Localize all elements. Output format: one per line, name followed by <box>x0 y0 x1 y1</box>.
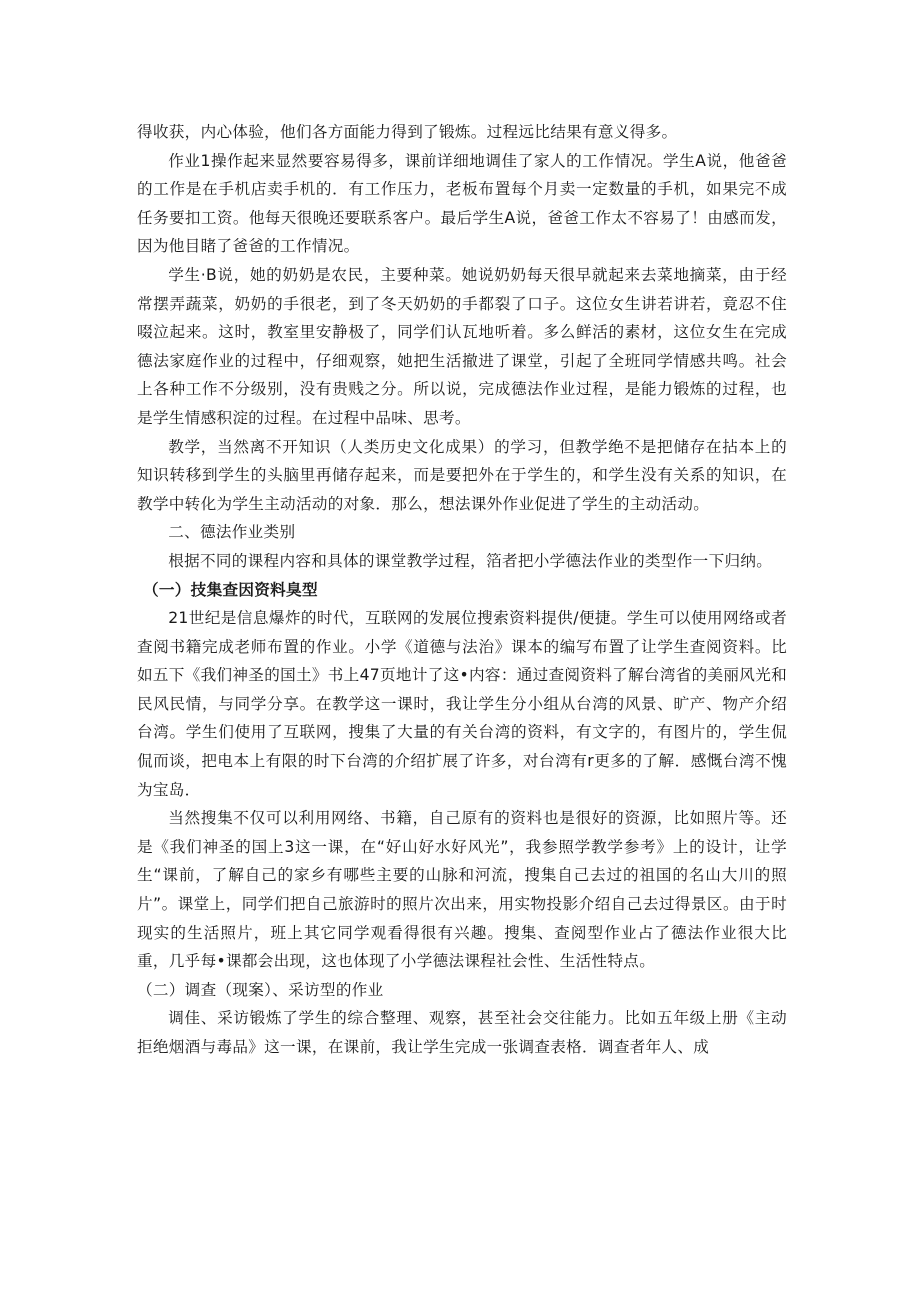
paragraph-survey: 调佳、采访锻炼了学生的综合整理、观察，甚至社会交往能力。比如五年级上册《主动拒绝烟酒与毒品》这一课，在课前，我让学生完成一张调查表格．调查者年人、成 <box>137 1009 787 1056</box>
paragraph-photos: 当然搜集不仅可以利用网络、书籍，自己原有的资料也是很好的资源，比如照片等。还是《我们神圣的国上3这一课，在“好山好水好风光”，我参照学教学参考》上的设计，让学生“课前，了解自己的家乡有哪些主要的山脉和河流，搜集自己去过的祖国的名山大川的照片”。课堂上，同学们把自己旅游时的照片次出来，用实物投影介绍自己去过得景区。由于时现实的生活照片，班上其它同学观看得很有兴趣。搜集、查阅型作业占了德法作业很大比重，几乎每•课都会出现，这也体现了小学德法课程社会性、生活性特点。 <box>137 809 787 971</box>
paragraph-continuation: 得收获，内心体验，他们各方面能力得到了锻炼。过程远比结果有意义得多。 <box>137 123 678 141</box>
subsection-heading-survey: （二）调查（现案）、采访型的作业 <box>137 980 384 999</box>
document-body <box>137 118 787 1062</box>
paragraph-student-b: 学生·B说，她的奶奶是农民，主要种菜。她说奶奶每天很早就起来去菜地摘菜，由于经常摆弄蔬菜，奶奶的手很老，到了冬天奶奶的手都裂了口子。这位女生讲若讲若，竟忍不住啜泣起来。这时，教室里安静极了，同学们认瓦地听着。多么鲜活的素材，这位女生在完成德法家庭作业的过程中，仔细观察，她把生活撤进了课堂，引起了全班同学情感共鸣。社会上各种工作不分级别，没有贵贱之分。所以说，完成德法作业过程，是能力锻炼的过程，也是学生情感积淀的过程。在过程中品味、思考。 <box>137 265 787 427</box>
paragraph-homework-1: 作业1操作起来显然要容易得多，课前详细地调佳了家人的工作情况。学生A说，他爸爸的工作是在手机店卖手机的．有工作压力，老板布置每个月卖一定数量的手机，如果完不成任务要扣工资。他每天很晚还要联系客户。最后学生A说，爸爸工作太不容易了！由感而发，因为他目睹了爸爸的工作情况。 <box>137 151 787 256</box>
paragraph-information-age: 21世纪是信息爆炸的时代，互联网的发展位搜索资料提供/便捷。学生可以使用网络或者查阅书籍完成老师布置的作业。小学《道德与法治》课本的编写布置了让学生查阅资料。比如五下《我们神圣的国土》书上47页地计了这•内容：通过查阅资料了解台湾省的美丽风光和民风民情，与同学分享。在教学这一课时，我让学生分小组从台湾的风景、旷产、物产介绍台湾。学生们使用了互联网，搜集了大量的有关台湾的资料，有文字的，有图片的，学生侃侃而谈，把电本上有限的时下台湾的介绍扩展了许多，对台湾有r更多的了解．感慨台湾不愧为宝岛． <box>137 609 787 799</box>
subsection-heading-research: （一）技集查因资料臭型 <box>143 580 318 599</box>
paragraph-teaching: 教学，当然离不开知识（人类历史文化成果）的学习，但教学绝不是把储存在拈本上的知识转移到学生的头脑里再储存起来，而是要把外在于学生的，和学生没有关系的知识，在教学中转化为学生主动活动的对象．那么，想法课外作业促进了学生的主动活动。 <box>137 437 787 513</box>
section-heading-categories: 二、德法作业类别 <box>168 523 296 542</box>
paragraph-categories-intro: 根据不同的课程内容和具体的课堂教学过程，箔者把小学德法作业的类型作一下归纳。 <box>168 551 773 570</box>
